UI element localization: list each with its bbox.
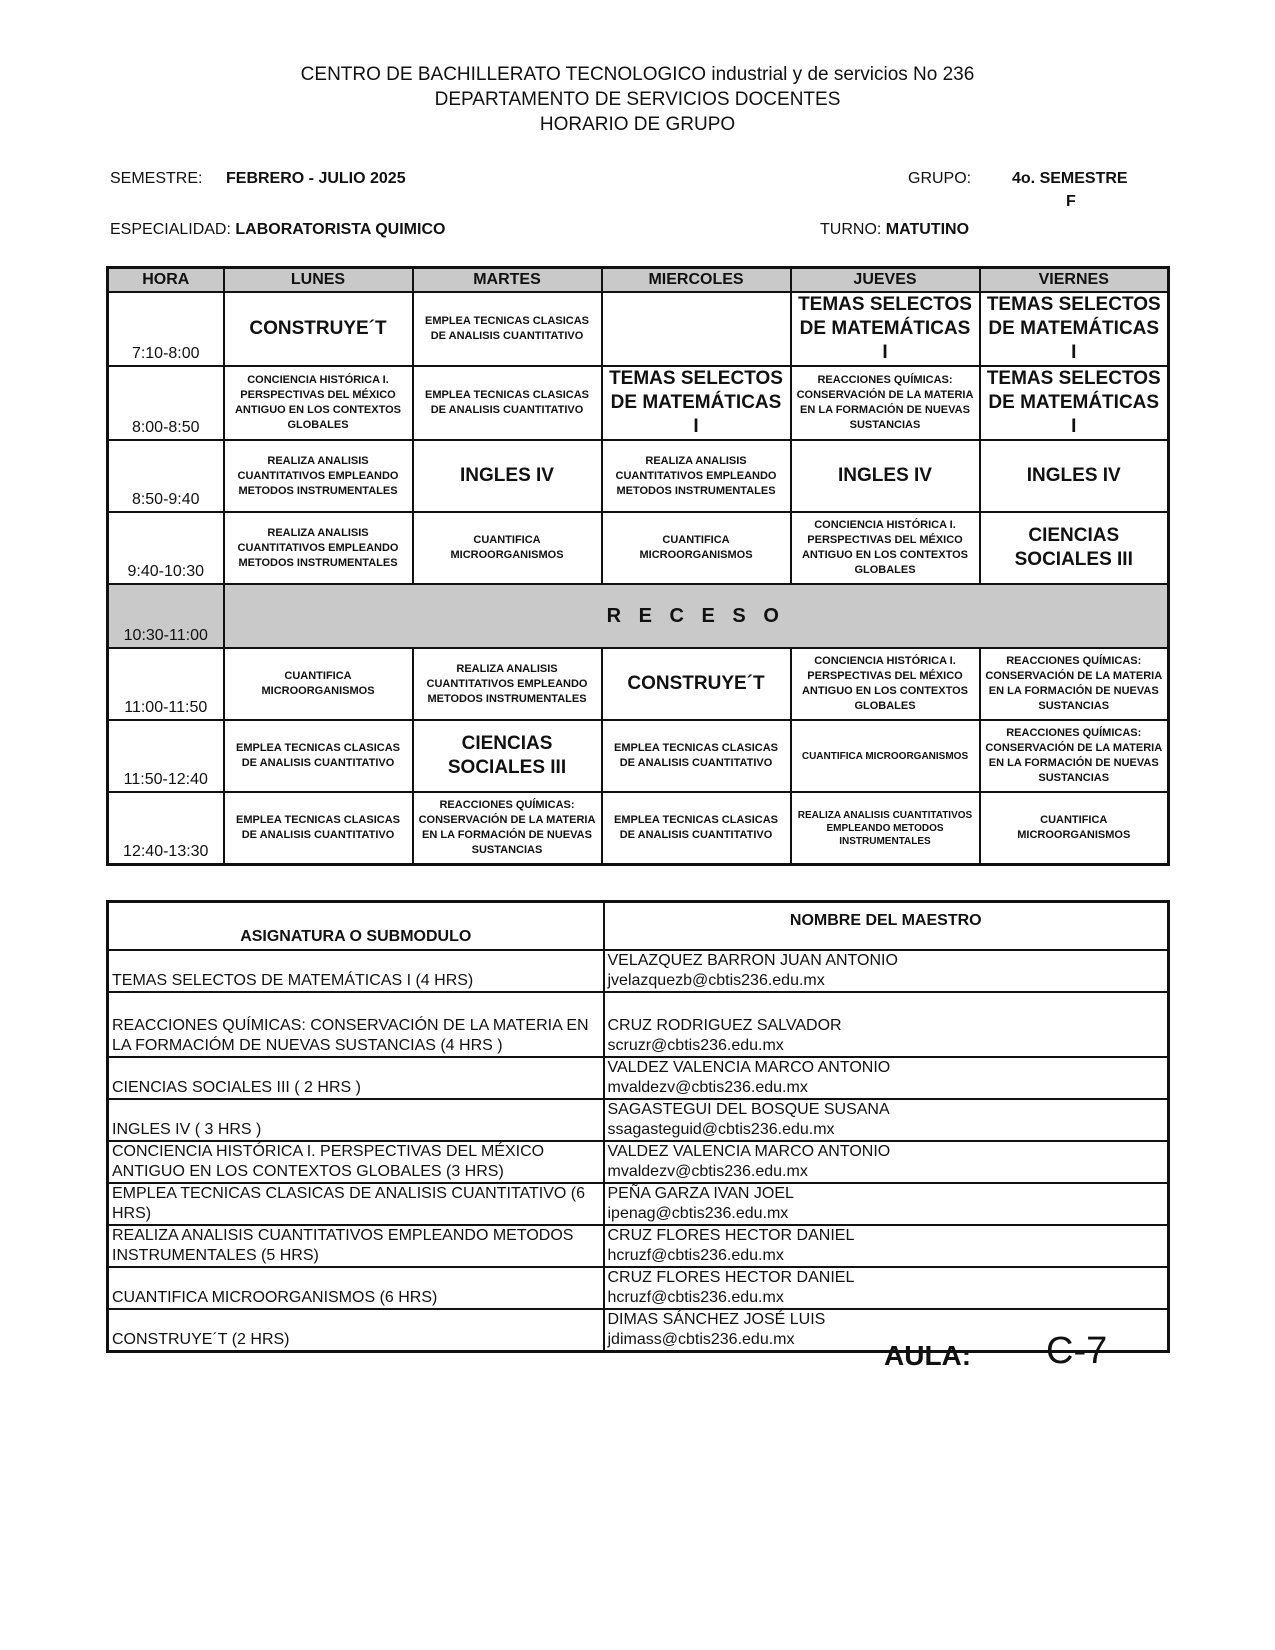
- time-slot: 8:00-8:50: [108, 366, 224, 440]
- subject-name: REACCIONES QUÍMICAS: CONSERVACIÓN DE LA MATERIA EN LA FORMACIÓM DE NUEVAS SUSTANCIAS (4 HRS ): [108, 992, 604, 1057]
- class-cell: CIENCIAS SOCIALES III: [413, 720, 602, 792]
- teacher-info: [604, 1225, 1169, 1267]
- header-maestro: NOMBRE DEL MAESTRO: [604, 902, 1169, 951]
- subject-name: CUANTIFICA MICROORGANISMOS (6 HRS): [108, 1267, 604, 1309]
- especialidad: ESPECIALIDAD: LABORATORISTA QUIMICO: [110, 221, 446, 238]
- class-cell: EMPLEA TECNICAS CLASICAS DE ANALISIS CUANTITATIVO: [602, 720, 791, 792]
- class-cell: CUANTIFICA MICROORGANISMOS: [980, 792, 1169, 865]
- semestre-value: FEBRERO - JULIO 2025: [226, 170, 406, 187]
- header-jueves: JUEVES: [791, 268, 980, 293]
- teacher-info: [604, 1057, 1169, 1099]
- schedule-table: [106, 266, 1170, 866]
- schedule-row: [108, 440, 1169, 512]
- class-cell: TEMAS SELECTOS DE MATEMÁTICAS I: [980, 366, 1169, 440]
- subject-row: [108, 1183, 1169, 1225]
- aula-label: AULA:: [884, 1340, 972, 1371]
- department-name: DEPARTAMENTO DE SERVICIOS DOCENTES: [434, 89, 841, 110]
- aula-value: C-7: [1046, 1330, 1108, 1372]
- class-cell: TEMAS SELECTOS DE MATEMÁTICAS I: [602, 366, 791, 440]
- semestre-label: SEMESTRE:: [110, 170, 203, 187]
- class-cell: INGLES IV: [980, 440, 1169, 512]
- class-cell: EMPLEA TECNICAS CLASICAS DE ANALISIS CUANTITATIVO: [602, 792, 791, 865]
- subject-row: [108, 1099, 1169, 1141]
- class-cell: EMPLEA TECNICAS CLASICAS DE ANALISIS CUANTITATIVO: [224, 720, 413, 792]
- subject-name: REALIZA ANALISIS CUANTITATIVOS EMPLEANDO METODOS INSTRUMENTALES (5 HRS): [108, 1225, 604, 1267]
- class-cell: TEMAS SELECTOS DE MATEMÁTICAS I: [980, 292, 1169, 366]
- class-cell: [602, 292, 791, 366]
- subjects-table: [106, 900, 1170, 1353]
- teacher-info: [604, 1183, 1169, 1225]
- subject-row: [108, 1141, 1169, 1183]
- grupo-letter: F: [1066, 193, 1076, 210]
- schedule-row: [108, 720, 1169, 792]
- class-cell: REACCIONES QUÍMICAS: CONSERVACIÓN DE LA MATERIA EN LA FORMACIÓN DE NUEVAS SUSTANCIAS: [980, 720, 1169, 792]
- class-cell: INGLES IV: [413, 440, 602, 512]
- header-viernes: VIERNES: [980, 268, 1169, 293]
- teacher-email: mvaldezv@cbtis236.edu.mx: [607, 1079, 808, 1096]
- class-cell: CONSTRUYE´T: [602, 648, 791, 720]
- class-cell: CUANTIFICA MICROORGANISMOS: [602, 512, 791, 584]
- teacher-name: DIMAS SÁNCHEZ JOSÉ LUIS: [607, 1311, 826, 1328]
- class-cell: REACCIONES QUÍMICAS: CONSERVACIÓN DE LA MATERIA EN LA FORMACIÓN DE NUEVAS SUSTANCIAS: [980, 648, 1169, 720]
- teacher-email: ssagasteguid@cbtis236.edu.mx: [607, 1121, 835, 1138]
- subject-name: CIENCIAS SOCIALES III ( 2 HRS ): [108, 1057, 604, 1099]
- teacher-name: VELAZQUEZ BARRON JUAN ANTONIO: [607, 952, 898, 969]
- subject-name: CONCIENCIA HISTÓRICA I. PERSPECTIVAS DEL MÉXICO ANTIGUO EN LOS CONTEXTOS GLOBALES (3 HRS): [108, 1141, 604, 1183]
- teacher-info: [604, 1099, 1169, 1141]
- class-cell: EMPLEA TECNICAS CLASICAS DE ANALISIS CUANTITATIVO: [413, 292, 602, 366]
- time-slot: 8:50-9:40: [108, 440, 224, 512]
- schedule-row: [108, 648, 1169, 720]
- subject-row: [108, 950, 1169, 992]
- receso-row: [108, 584, 1169, 648]
- teacher-name: SAGASTEGUI DEL BOSQUE SUSANA: [607, 1101, 890, 1118]
- header-lunes: LUNES: [224, 268, 413, 293]
- institution-name: CENTRO DE BACHILLERATO TECNOLOGICO industrial y de servicios No 236: [300, 64, 975, 85]
- teacher-email: jvelazquezb@cbtis236.edu.mx: [607, 972, 825, 989]
- subject-row: [108, 992, 1169, 1057]
- receso-label: R E C E S O: [224, 584, 1169, 648]
- class-cell: REALIZA ANALISIS CUANTITATIVOS EMPLEANDO METODOS INSTRUMENTALES: [602, 440, 791, 512]
- header-asignatura: ASIGNATURA O SUBMODULO: [108, 902, 604, 951]
- schedule-header-row: [108, 268, 1169, 293]
- subject-name: TEMAS SELECTOS DE MATEMÁTICAS I (4 HRS): [108, 950, 604, 992]
- class-cell: CONCIENCIA HISTÓRICA I. PERSPECTIVAS DEL MÉXICO ANTIGUO EN LOS CONTEXTOS GLOBALES: [224, 366, 413, 440]
- class-cell: REALIZA ANALISIS CUANTITATIVOS EMPLEANDO METODOS INSTRUMENTALES: [224, 512, 413, 584]
- class-cell: CONSTRUYE´T: [224, 292, 413, 366]
- subject-name: INGLES IV ( 3 HRS ): [108, 1099, 604, 1141]
- schedule-row: [108, 512, 1169, 584]
- class-cell: REALIZA ANALISIS CUANTITATIVOS EMPLEANDO METODOS INSTRUMENTALES: [791, 792, 980, 865]
- teacher-email: hcruzf@cbtis236.edu.mx: [607, 1247, 784, 1264]
- class-cell: REALIZA ANALISIS CUANTITATIVOS EMPLEANDO METODOS INSTRUMENTALES: [413, 648, 602, 720]
- teacher-name: CRUZ FLORES HECTOR DANIEL: [607, 1269, 855, 1286]
- teacher-name: PEÑA GARZA IVAN JOEL: [607, 1185, 794, 1202]
- header-martes: MARTES: [413, 268, 602, 293]
- class-cell: INGLES IV: [791, 440, 980, 512]
- teacher-email: mvaldezv@cbtis236.edu.mx: [607, 1163, 808, 1180]
- class-cell: CIENCIAS SOCIALES III: [980, 512, 1169, 584]
- turno: TURNO: MATUTINO: [820, 221, 970, 238]
- header-miercoles: MIERCOLES: [602, 268, 791, 293]
- class-cell: CUANTIFICA MICROORGANISMOS: [224, 648, 413, 720]
- teacher-info: [604, 1267, 1169, 1309]
- subjects-header-row: [108, 902, 1169, 951]
- time-slot: 12:40-13:30: [108, 792, 224, 865]
- subject-row: [108, 1309, 1169, 1352]
- class-cell: REACCIONES QUÍMICAS: CONSERVACIÓN DE LA MATERIA EN LA FORMACIÓN DE NUEVAS SUSTANCIAS: [791, 366, 980, 440]
- schedule-row: [108, 292, 1169, 366]
- time-slot: 9:40-10:30: [108, 512, 224, 584]
- teacher-name: CRUZ FLORES HECTOR DANIEL: [607, 1227, 855, 1244]
- subject-name: CONSTRUYE´T (2 HRS): [108, 1309, 604, 1352]
- class-cell: CUANTIFICA MICROORGANISMOS: [791, 720, 980, 792]
- teacher-email: scruzr@cbtis236.edu.mx: [607, 1037, 784, 1054]
- class-cell: EMPLEA TECNICAS CLASICAS DE ANALISIS CUANTITATIVO: [413, 366, 602, 440]
- teacher-name: VALDEZ VALENCIA MARCO ANTONIO: [607, 1143, 891, 1160]
- class-cell: CONCIENCIA HISTÓRICA I. PERSPECTIVAS DEL MÉXICO ANTIGUO EN LOS CONTEXTOS GLOBALES: [791, 512, 980, 584]
- schedule-row: [108, 792, 1169, 865]
- class-cell: CUANTIFICA MICROORGANISMOS: [413, 512, 602, 584]
- teacher-email: jdimass@cbtis236.edu.mx: [607, 1331, 795, 1348]
- time-slot: 7:10-8:00: [108, 292, 224, 366]
- teacher-email: hcruzf@cbtis236.edu.mx: [607, 1289, 784, 1306]
- document-title: HORARIO DE GRUPO: [539, 114, 736, 135]
- time-slot: 10:30-11:00: [108, 584, 224, 648]
- subject-row: [108, 1057, 1169, 1099]
- grupo-value: 4o. SEMESTRE: [1012, 170, 1128, 187]
- class-cell: REALIZA ANALISIS CUANTITATIVOS EMPLEANDO METODOS INSTRUMENTALES: [224, 440, 413, 512]
- teacher-name: CRUZ RODRIGUEZ SALVADOR: [607, 1017, 842, 1034]
- teacher-email: ipenag@cbtis236.edu.mx: [607, 1205, 789, 1222]
- time-slot: 11:00-11:50: [108, 648, 224, 720]
- class-cell: EMPLEA TECNICAS CLASICAS DE ANALISIS CUANTITATIVO: [224, 792, 413, 865]
- subject-row: [108, 1267, 1169, 1309]
- teacher-info: [604, 950, 1169, 992]
- time-slot: 11:50-12:40: [108, 720, 224, 792]
- teacher-name: VALDEZ VALENCIA MARCO ANTONIO: [607, 1059, 891, 1076]
- schedule-row: [108, 366, 1169, 440]
- class-cell: TEMAS SELECTOS DE MATEMÁTICAS I: [791, 292, 980, 366]
- grupo-label: GRUPO:: [908, 170, 972, 187]
- subject-row: [108, 1225, 1169, 1267]
- header-hora: HORA: [108, 268, 224, 293]
- teacher-info: [604, 1141, 1169, 1183]
- class-cell: REACCIONES QUÍMICAS: CONSERVACIÓN DE LA MATERIA EN LA FORMACIÓN DE NUEVAS SUSTANCIAS: [413, 792, 602, 865]
- subject-name: EMPLEA TECNICAS CLASICAS DE ANALISIS CUANTITATIVO (6 HRS): [108, 1183, 604, 1225]
- teacher-info: [604, 992, 1169, 1057]
- class-cell: CONCIENCIA HISTÓRICA I. PERSPECTIVAS DEL MÉXICO ANTIGUO EN LOS CONTEXTOS GLOBALES: [791, 648, 980, 720]
